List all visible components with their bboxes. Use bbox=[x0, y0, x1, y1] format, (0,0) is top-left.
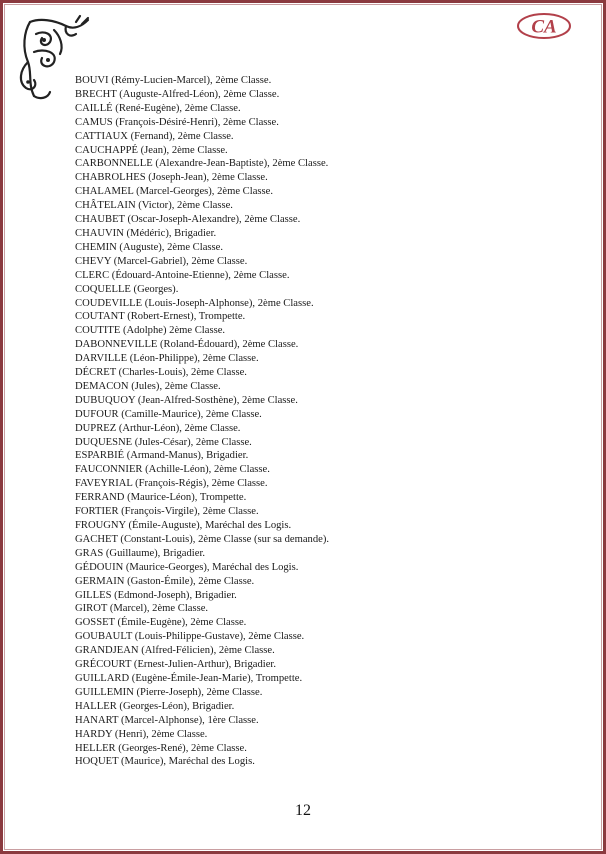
list-item: CHEVY (Marcel-Gabriel), 2ème Classe. bbox=[75, 255, 248, 267]
list-item: GRAS (Guillaume), Brigadier. bbox=[75, 547, 206, 559]
list-item: FROUGNY (Émile-Auguste), Maréchal des Logis. bbox=[75, 520, 292, 531]
list-item: DUQUESNE (Jules-César), 2ème Classe. bbox=[75, 436, 252, 448]
ca-logo bbox=[516, 12, 572, 40]
list-item: DÉCRET (Charles-Louis), 2ème Classe. bbox=[75, 367, 247, 379]
page-number: 12 bbox=[295, 802, 311, 819]
list-item: GOUBAULT (Louis-Philippe-Gustave), 2ème Classe. bbox=[75, 631, 305, 643]
list-item: FERRAND (Maurice-Léon), Trompette. bbox=[75, 492, 247, 504]
list-item: GUILLARD (Eugène-Émile-Jean-Marie), Trompette. bbox=[75, 672, 303, 684]
list-item: CHEMIN (Auguste), 2ème Classe. bbox=[75, 241, 223, 253]
list-item: HARDY (Henri), 2ème Classe. bbox=[75, 728, 208, 740]
list-item: CHAUBET (Oscar-Joseph-Alexandre), 2ème Classe. bbox=[75, 214, 301, 226]
list-item: DUPREZ (Arthur-Léon), 2ème Classe. bbox=[75, 422, 241, 434]
list-item: HALLER (Georges-Léon), Brigadier. bbox=[75, 700, 235, 712]
list-item: CLERC (Édouard-Antoine-Etienne), 2ème Classe. bbox=[75, 269, 290, 281]
list-item: HANART (Marcel-Alphonse), 1ère Classe. bbox=[75, 714, 259, 726]
list-item: BOUVI (Rémy-Lucien-Marcel), 2ème Classe. bbox=[75, 75, 272, 86]
list-item: DEMACON (Jules), 2ème Classe. bbox=[75, 380, 221, 392]
list-item: GACHET (Constant-Louis), 2ème Classe (sur sa demande). bbox=[75, 533, 330, 545]
list-item: CHABROLHES (Joseph-Jean), 2ème Classe. bbox=[75, 172, 268, 184]
list-item: HELLER (Georges-René), 2ème Classe. bbox=[75, 742, 247, 754]
list-item: CHÂTELAIN (Victor), 2ème Classe. bbox=[75, 200, 233, 212]
list-item: GOSSET (Émile-Eugène), 2ème Classe. bbox=[75, 617, 247, 629]
list-item: GILLES (Edmond-Joseph), Brigadier. bbox=[75, 589, 237, 601]
list-item: GERMAIN (Gaston-Émile), 2ème Classe. bbox=[75, 575, 255, 587]
list-item: COUDEVILLE (Louis-Joseph-Alphonse), 2ème Classe. bbox=[75, 297, 314, 309]
list-item: BRECHT (Auguste-Alfred-Léon), 2ème Classe. bbox=[75, 88, 280, 100]
list-item: CHAUVIN (Médéric), Brigadier. bbox=[75, 227, 217, 239]
list-item: CHALAMEL (Marcel-Georges), 2ème Classe. bbox=[75, 186, 273, 198]
list-item: CAMUS (François-Désiré-Henri), 2ème Classe. bbox=[75, 116, 279, 128]
list-item: FORTIER (François-Virgile), 2ème Classe. bbox=[75, 506, 259, 518]
list-item: GIROT (Marcel), 2ème Classe. bbox=[75, 603, 209, 615]
list-item: CAILLÉ (René-Eugène), 2ème Classe. bbox=[75, 102, 241, 114]
list-item: CATTIAUX (Fernand), 2ème Classe. bbox=[75, 130, 234, 142]
list-item: DUBUQUOY (Jean-Alfred-Sosthène), 2ème Classe. bbox=[75, 394, 298, 406]
list-item: DABONNEVILLE (Roland-Édouard), 2ème Classe. bbox=[75, 339, 299, 351]
list-item: DARVILLE (Léon-Philippe), 2ème Classe. bbox=[75, 353, 259, 365]
list-item: CAUCHAPPÉ (Jean), 2ème Classe. bbox=[75, 144, 228, 156]
list-item: GRÉCOURT (Ernest-Julien-Arthur), Brigadier. bbox=[75, 659, 277, 671]
list-item: GUILLEMIN (Pierre-Joseph), 2ème Classe. bbox=[75, 686, 263, 698]
list-item: COQUELLE (Georges). bbox=[75, 283, 179, 295]
list-item: GRANDJEAN (Alfred-Félicien), 2ème Classe. bbox=[75, 645, 275, 657]
list-item: COUTITE (Adolphe) 2ème Classe. bbox=[75, 325, 226, 337]
list-item: COUTANT (Robert-Ernest), Trompette. bbox=[75, 311, 246, 323]
list-item: ESPARBIÉ (Armand-Manus), Brigadier. bbox=[75, 450, 249, 462]
list-item: DUFOUR (Camille-Maurice), 2ème Classe. bbox=[75, 408, 262, 420]
list-item: FAUCONNIER (Achille-Léon), 2ème Classe. bbox=[75, 464, 270, 476]
logo-text: CA bbox=[531, 16, 557, 38]
personnel-list bbox=[75, 74, 535, 769]
list-item: GÉDOUIN (Maurice-Georges), Maréchal des Logis. bbox=[75, 561, 299, 573]
list-item: FAVEYRIAL (François-Régis), 2ème Classe. bbox=[75, 478, 268, 490]
list-item: HOQUET (Maurice), Maréchal des Logis. bbox=[75, 756, 255, 768]
list-item: CARBONNELLE (Alexandre-Jean-Baptiste), 2ème Classe. bbox=[75, 158, 329, 170]
